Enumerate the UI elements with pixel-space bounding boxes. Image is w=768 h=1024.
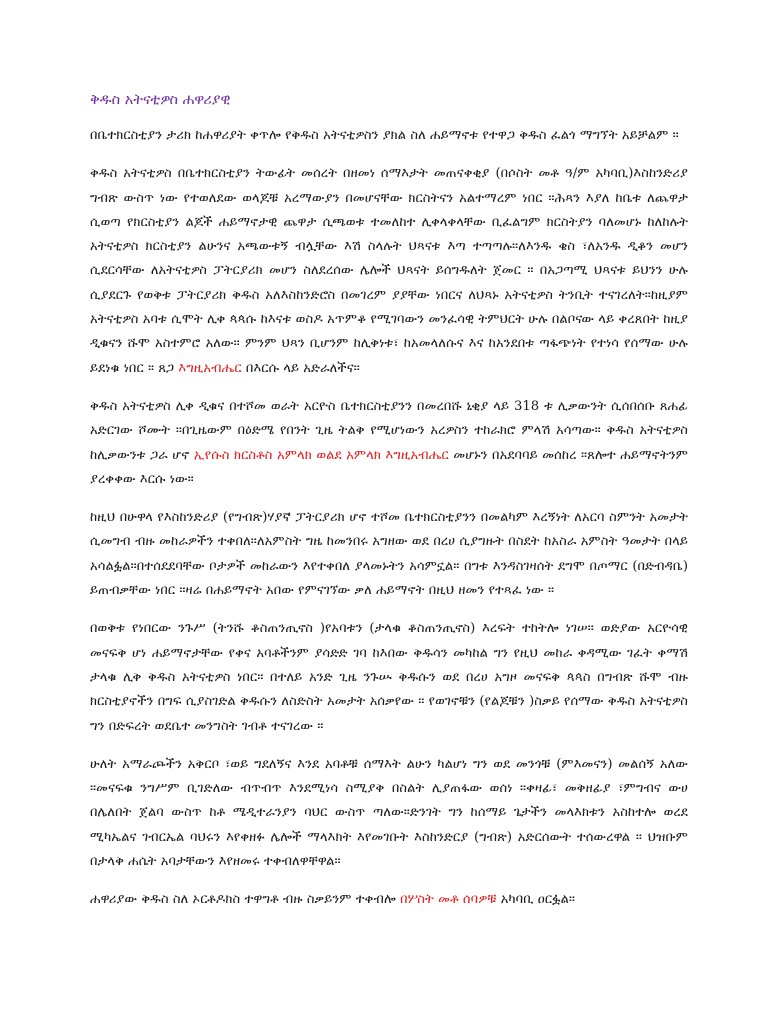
paragraph-text: ከዚህ በሁዋላ የእስከንድሪያ (የግብጽ)ሃያኛ ፓትርያሪክ ሆኖ ተሾመ ቤተክርስቲያንን በመልካም እረኝነት ለአርባ ስምንት አመታት ሲመግብ ብዙ መከራዎችን ተቀበለ።ለአምስት ግዜ ከመንበሩ አግዘው ወደ በረሀ ሲያግዙት በስደት ከአስራ አምስት ዓመታት በላይ አሳልፏል።በተሰደደባቸው ቦታዎች መከራውን እየተቀበለ ያላመኑትን አሳምኗል። በግቱ እንዳስገዛሰት ደግሞ በጦማር (በድብዳቤ) ይጠብቃቸው ነበር ።ዛሬ በሐይማኖት አበው የምናገኘው ቃለ ሐይማኖት በዚህ ዘመን የተጻፈ ነው ። xyxy=(90,510,688,599)
paragraph-text: አካባቢ ዐርፏል። xyxy=(496,892,576,908)
document-title: ቅዱስ አትናቲዎስ ሐዋሪያዊ xyxy=(90,92,231,108)
paragraph xyxy=(90,888,688,912)
highlighted-text: በሦስት መቶ ሰባዎቹ xyxy=(400,892,497,908)
paragraph-text: ቅዱስ አትናቲዎስ በቤተክርስቲያን ትውፊት መሰረት በዘመነ ሰማእታት መጠናቀቂያ (በሶስት መቶ ዓ/ም አካባቢ)እስከንድሪያ ግብጽ ውስጥ ነው የተወለደው ወላጆቹ አረማውያን በመሆናቸው ክርስትናን አልተማረም ነበር ።ሕጻን እያለ ከቤቱ ለጨዋታ ሲወጣ የክርስቲያን ልጆች ሐይማኖታዊ ጨዋታ ሲጫወቱ ተመለከተ ሊቀላቀላቸው ቢፈልግም ክርስትያን ባለመሆኑ ከለከሉት አትናቲዎስ ክርስቲያን ልሁንና አጫውቱኝ ብሏቸው እሽ ስላሉት ህጻናቱ እጣ ተጣጣሉ።ለእንዱ ቄስ ፣ለአንዱ ዲቆን መሆን ሲደርሳቸው ለአትናቲዎስ ፓትርያሪክ መሆን ስለደረሰው ሌሎች ህጻናት ይሰግዱለት ጀመር ። በአጋጣሚ ህጻናቱ ይህንን ሁሉ ሲያደርጉ የወቅቱ ፓትርያሪክ ቅዱስ አለእስከንድሮስ በመገረም ያያቸው ነበርና ለህጻኑ አትናቲዎስ ትንቢት ተናገረለት።ከዚያም አትናቲዎስ አባቱ ሲሞት ሊቀ ጳጳሱ ከእናቱ ወስዶ አጥምቆ የሚገባውን መንፈሳዊ ትምህርት ሁሉ በልቦናው ላይ ቀረጸበት ከዚያ ዲቁናን ሹሞ አስተምሮ አለው። ምንም ህጻን ቢሆንም ከሊቅነቱ፣ ከአመላለሱና እና ከአንደበቱ ጣፋጭነት የተነሳ የሰማው ሁሉ ይደነቁ ነበር ። ጸጋ xyxy=(90,166,688,376)
paragraph-text: ቅዱስ አትናቲዎስ ሊቀ ዲቁና በተሾመ ወራት አርዮስ ቤተክርስቲያንን በመረበሹ ኒቂያ ላይ 318 ቱ ሊቃውንት ሲሰበሰቡ ጸሐፊ አድርገው ሾሙት ።በጊዜውም በዕድሜ የበንት ጊዜ ትልቅ የሚሆነውን አረዎስን ተከራክሮ ምላሽ አሳጣው። ቅዱስ አትናቲዎስ ከሊቃውንቱ ጋራ ሆኖ xyxy=(90,398,688,463)
highlighted-text: ኢየሱስ ክርስቶስ አምላክ ወልደ አምላክ እግዚአብሔር xyxy=(193,447,449,463)
paragraph xyxy=(90,617,688,738)
paragraph xyxy=(90,753,688,874)
paragraph-text: ሁለት አማራጮችን አቅርቦ ፣ወይ ግደለኝና እንደ አባቶቹ ሰማእት ልሁን ካልሆነ ግን ወደ መንጎቹ (ምእመናን) መልሰኝ አለው ።መናፍቁ ንግሥም ቢገድለው ብጥብጥ እንደሚነሳ ስሚያቅ በስልት ሊያጠፋው ወሰነ ።ቀዛፊ፣ መቅዘፊያ ፣ምግብና ውሀ በሌለበት ጀልባ ውስጥ ከቶ ሜዲተራንያን ባህር ውስጥ ጣለው።ድንገት ግን ከሰማይ ጌታችን መላእክቱን አስከተሎ ወረደ ሚካኤልና ገብርኤል ባህሩን እየቀዘፉ ሌሎች ማላእክት እየመገቡት እስከንድርያ (ግብጽ) አድርሰውት ተሰውረዋል ። ህዝቡም በታላቅ ሐሴት አባታቸውን እየዘመሩ ተቀብለዋቸዋል። xyxy=(90,756,688,870)
paragraph-text: ሐዋሪያው ቅዱስ ስለ ኦርቶዶክስ ተዋግቶ ብዙ ስቃይንም ተቀብሎ xyxy=(90,892,401,908)
paragraph-text: በወቅቱ የነበርው ንጉሥ (ትንሹ ቆስጠንጢኖስ )የአባቱን (ታላቁ ቆስጠንጢኖስ) እረፍት ተከትሎ ነገሠ። ወድያው አርዮሳዊ መናፍቅ ሆነ ሐይማኖታቸው የቀና አባቶችንም ያሳድድ ገባ ከእበው ቅዱሳን መካከል ግን የዚህ መከራ ቀዳሚው ገፈት ቀማሽ ታላቁ ሊቅ ቅዱስ አትናቲዎስ ነበር። በተለይ አንድ ጊዜ ንጉሡ ቅዱሱን ወደ በረሀ አግዞ መናፍቅ ጳጳስ በግብጽ ሹሞ ብዙ ክርስቲያኖችን በግፍ ሲያስገድል ቅዱሱን ለስድስት አመታት አሰቃየው ። የወገኖቹን (የልጆቹን )ስቃይ የሰማው ቅዱስ አትናቲዎስ ግን በድፍረት ወደቤተ መንግስት ገብቶ ተናገረው ። xyxy=(90,621,688,734)
paragraph-text: በቤተክርስቲያን ታሪክ ከሐዋሪያት ቀጥሎ የቅዱስ አትናቲዎስን ያክል ስለ ሐይማኖቱ የተዋጋ ቅዱስ ፈልጎ ማግኘት አይቻልም ። xyxy=(90,128,679,143)
paragraph xyxy=(90,395,688,492)
highlighted-text: እግዚአብሔር xyxy=(178,360,242,376)
paragraph-text: መሆኑን በአደባባይ መሰከረ ።ጸሎተ ሐይማኖትንም ያረቀቀው እርሱ ነው። xyxy=(90,447,688,487)
paragraph xyxy=(90,506,688,603)
paragraph-text: በእርሱ ላይ አድራለችና። xyxy=(241,360,360,376)
paragraph xyxy=(90,162,688,381)
document-body xyxy=(90,124,688,913)
paragraph xyxy=(90,124,688,148)
